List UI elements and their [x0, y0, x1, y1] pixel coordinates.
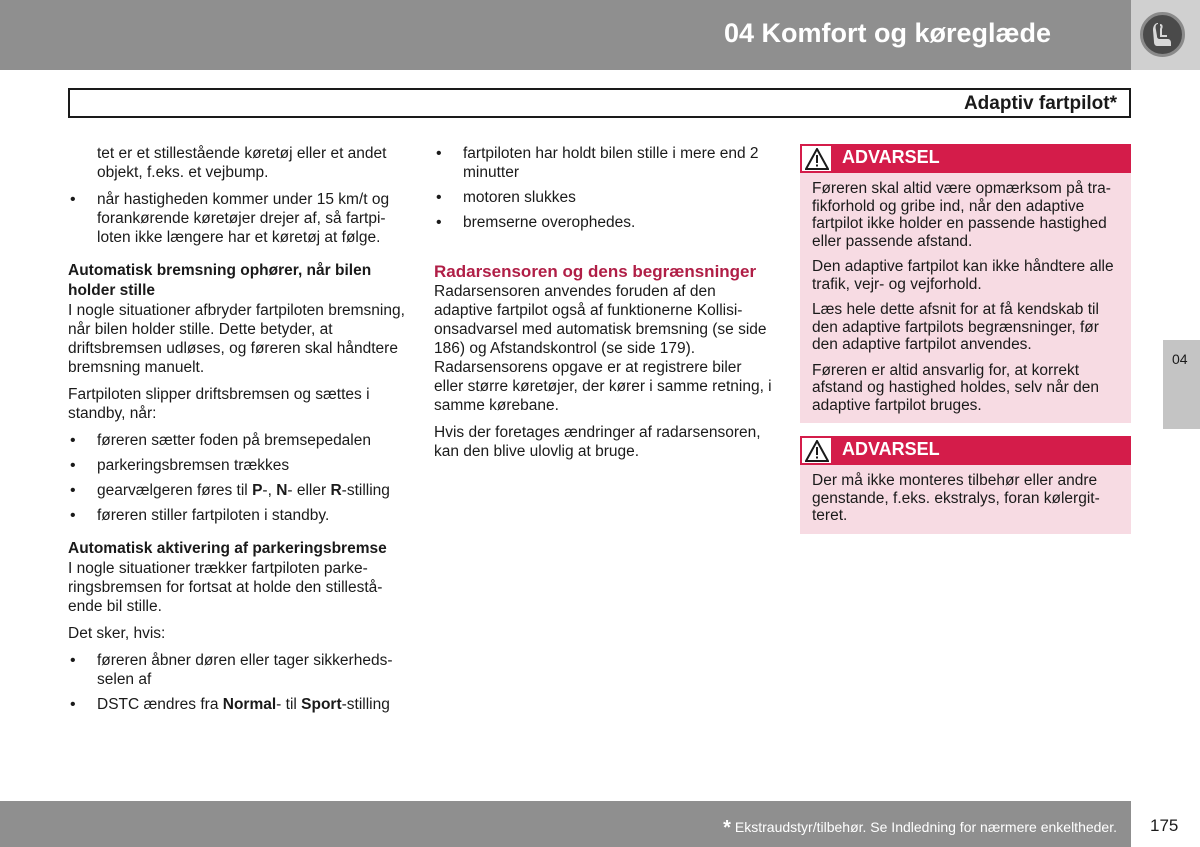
- bullet-list-2: [68, 431, 408, 525]
- list-item: • parkeringsbremsen trækkes: [68, 456, 408, 475]
- continued-text: tet er et stillestående køretøj eller et andet objekt, f.eks. et vejbump.: [97, 145, 387, 181]
- bullet-list-3: [68, 651, 408, 714]
- section-header-box: [68, 88, 1131, 118]
- list-item: • fartpiloten har holdt bilen stille i mere end 2 minutter: [434, 144, 774, 182]
- chapter-title: 04 Komfort og køreglæde: [723, 18, 1051, 48]
- paragraph: I nogle situationer trækker fartpiloten parkeringsbremsen for fortsat at holde den stillestående bil stille.: [68, 560, 383, 615]
- list-item: • føreren sætter foden på bremsepedalen: [68, 431, 408, 450]
- list-item: • gearvælgeren føres til P-, N- eller R-stilling: [68, 481, 408, 500]
- side-tab-label: 04: [1172, 351, 1188, 367]
- warning-triangle-icon: [800, 144, 833, 173]
- section-title: Adaptiv fartpilot*: [963, 93, 1117, 114]
- warning-triangle-icon: [800, 436, 833, 465]
- column-2: [434, 144, 774, 469]
- warning-paragraph: Føreren skal altid være opmærksom på trafikforhold og gribe ind, når den adaptive fartpilot ikke holder en passende hastighed eller passende afstand.: [812, 180, 1111, 250]
- chapter-icon-box: [1131, 0, 1200, 70]
- list-item: • når hastigheden kommer under 15 km/t og forankørende køretøjer drejer af, så fartpiloten ikke længere har et køretøj at følge.: [68, 190, 408, 247]
- list-item: • DSTC ændres fra Normal- til Sport-stilling: [68, 695, 408, 714]
- subheading-brake-release: Automatisk bremsning ophører, når bilen holder stille: [68, 262, 372, 299]
- chapter-side-tab: [1163, 340, 1200, 429]
- footnote: [723, 817, 1117, 840]
- column-3: [800, 144, 1131, 547]
- list-item: • bremserne overophedes.: [434, 213, 774, 232]
- bullet-list-4: [434, 144, 774, 232]
- warning-box-1: [800, 144, 1131, 423]
- footnote-star: *: [723, 817, 731, 839]
- header-bar: [0, 0, 1131, 70]
- warning-body: [800, 465, 1131, 525]
- page-number: 175: [1150, 816, 1179, 835]
- list-item: • motoren slukkes: [434, 188, 774, 207]
- warning-paragraph: Føreren er altid ansvarlig for, at korrekt afstand og hastighed holdes, selv når den adaptive fartpilot bruges.: [812, 361, 1099, 414]
- paragraph: I nogle situationer afbryder fartpiloten bremsning, når bilen holder stille. Dette betyder, at driftsbremsen udløses, og føreren skal håndtere bremsning manuelt.: [68, 302, 405, 376]
- footer-bar: [0, 801, 1131, 847]
- warning-label: ADVARSEL: [842, 147, 940, 167]
- list-item: • føreren stiller fartpiloten i standby.: [68, 506, 408, 525]
- warning-header: [800, 436, 1131, 465]
- subheading-parking-brake: Automatisk aktivering af parkeringsbremse: [68, 540, 387, 557]
- footnote-text: Ekstraudstyr/tilbehør. Se Indledning for nærmere enkeltheder.: [734, 819, 1117, 835]
- warning-body: [800, 173, 1131, 414]
- paragraph: Det sker, hvis:: [68, 625, 166, 642]
- bullet-list-1: [68, 190, 408, 247]
- warning-box-2: [800, 436, 1131, 534]
- paragraph: Radarsensoren anvendes foruden af den adaptive fartpilot også af funktionerne Kollisionsadvarsel med automatisk bremsning (se side 186) og Afstandskontrol (se side 179). Radarsensorens opgave er at registrere biler eller større køretøjer, der kører i samme retning, i samme kørebane.: [434, 283, 772, 414]
- subheading-radar-sensor: Radarsensoren og dens begrænsninger: [434, 262, 757, 281]
- column-1: [68, 144, 408, 722]
- paragraph: Hvis der foretages ændringer af radarsensoren, kan den blive ulovlig at bruge.: [434, 424, 761, 460]
- paragraph: Fartpiloten slipper driftsbremsen og sættes i standby, når:: [68, 386, 370, 422]
- warning-paragraph: Læs hele dette afsnit for at få kendskab til den adaptive fartpilots begrænsninger, før den adaptive fartpilot anvendes.: [812, 301, 1099, 353]
- warning-paragraph: Der må ikke monteres tilbehør eller andre genstande, f.eks. ekstralys, foran kølergitteret.: [812, 472, 1100, 524]
- seat-icon: [1140, 12, 1185, 57]
- warning-label: ADVARSEL: [842, 439, 940, 459]
- list-item: • føreren åbner døren eller tager sikkerhedsselen af: [68, 651, 408, 689]
- warning-paragraph: Den adaptive fartpilot kan ikke håndtere alle trafik, vejr- og vejforhold.: [812, 258, 1114, 293]
- warning-header: [800, 144, 1131, 173]
